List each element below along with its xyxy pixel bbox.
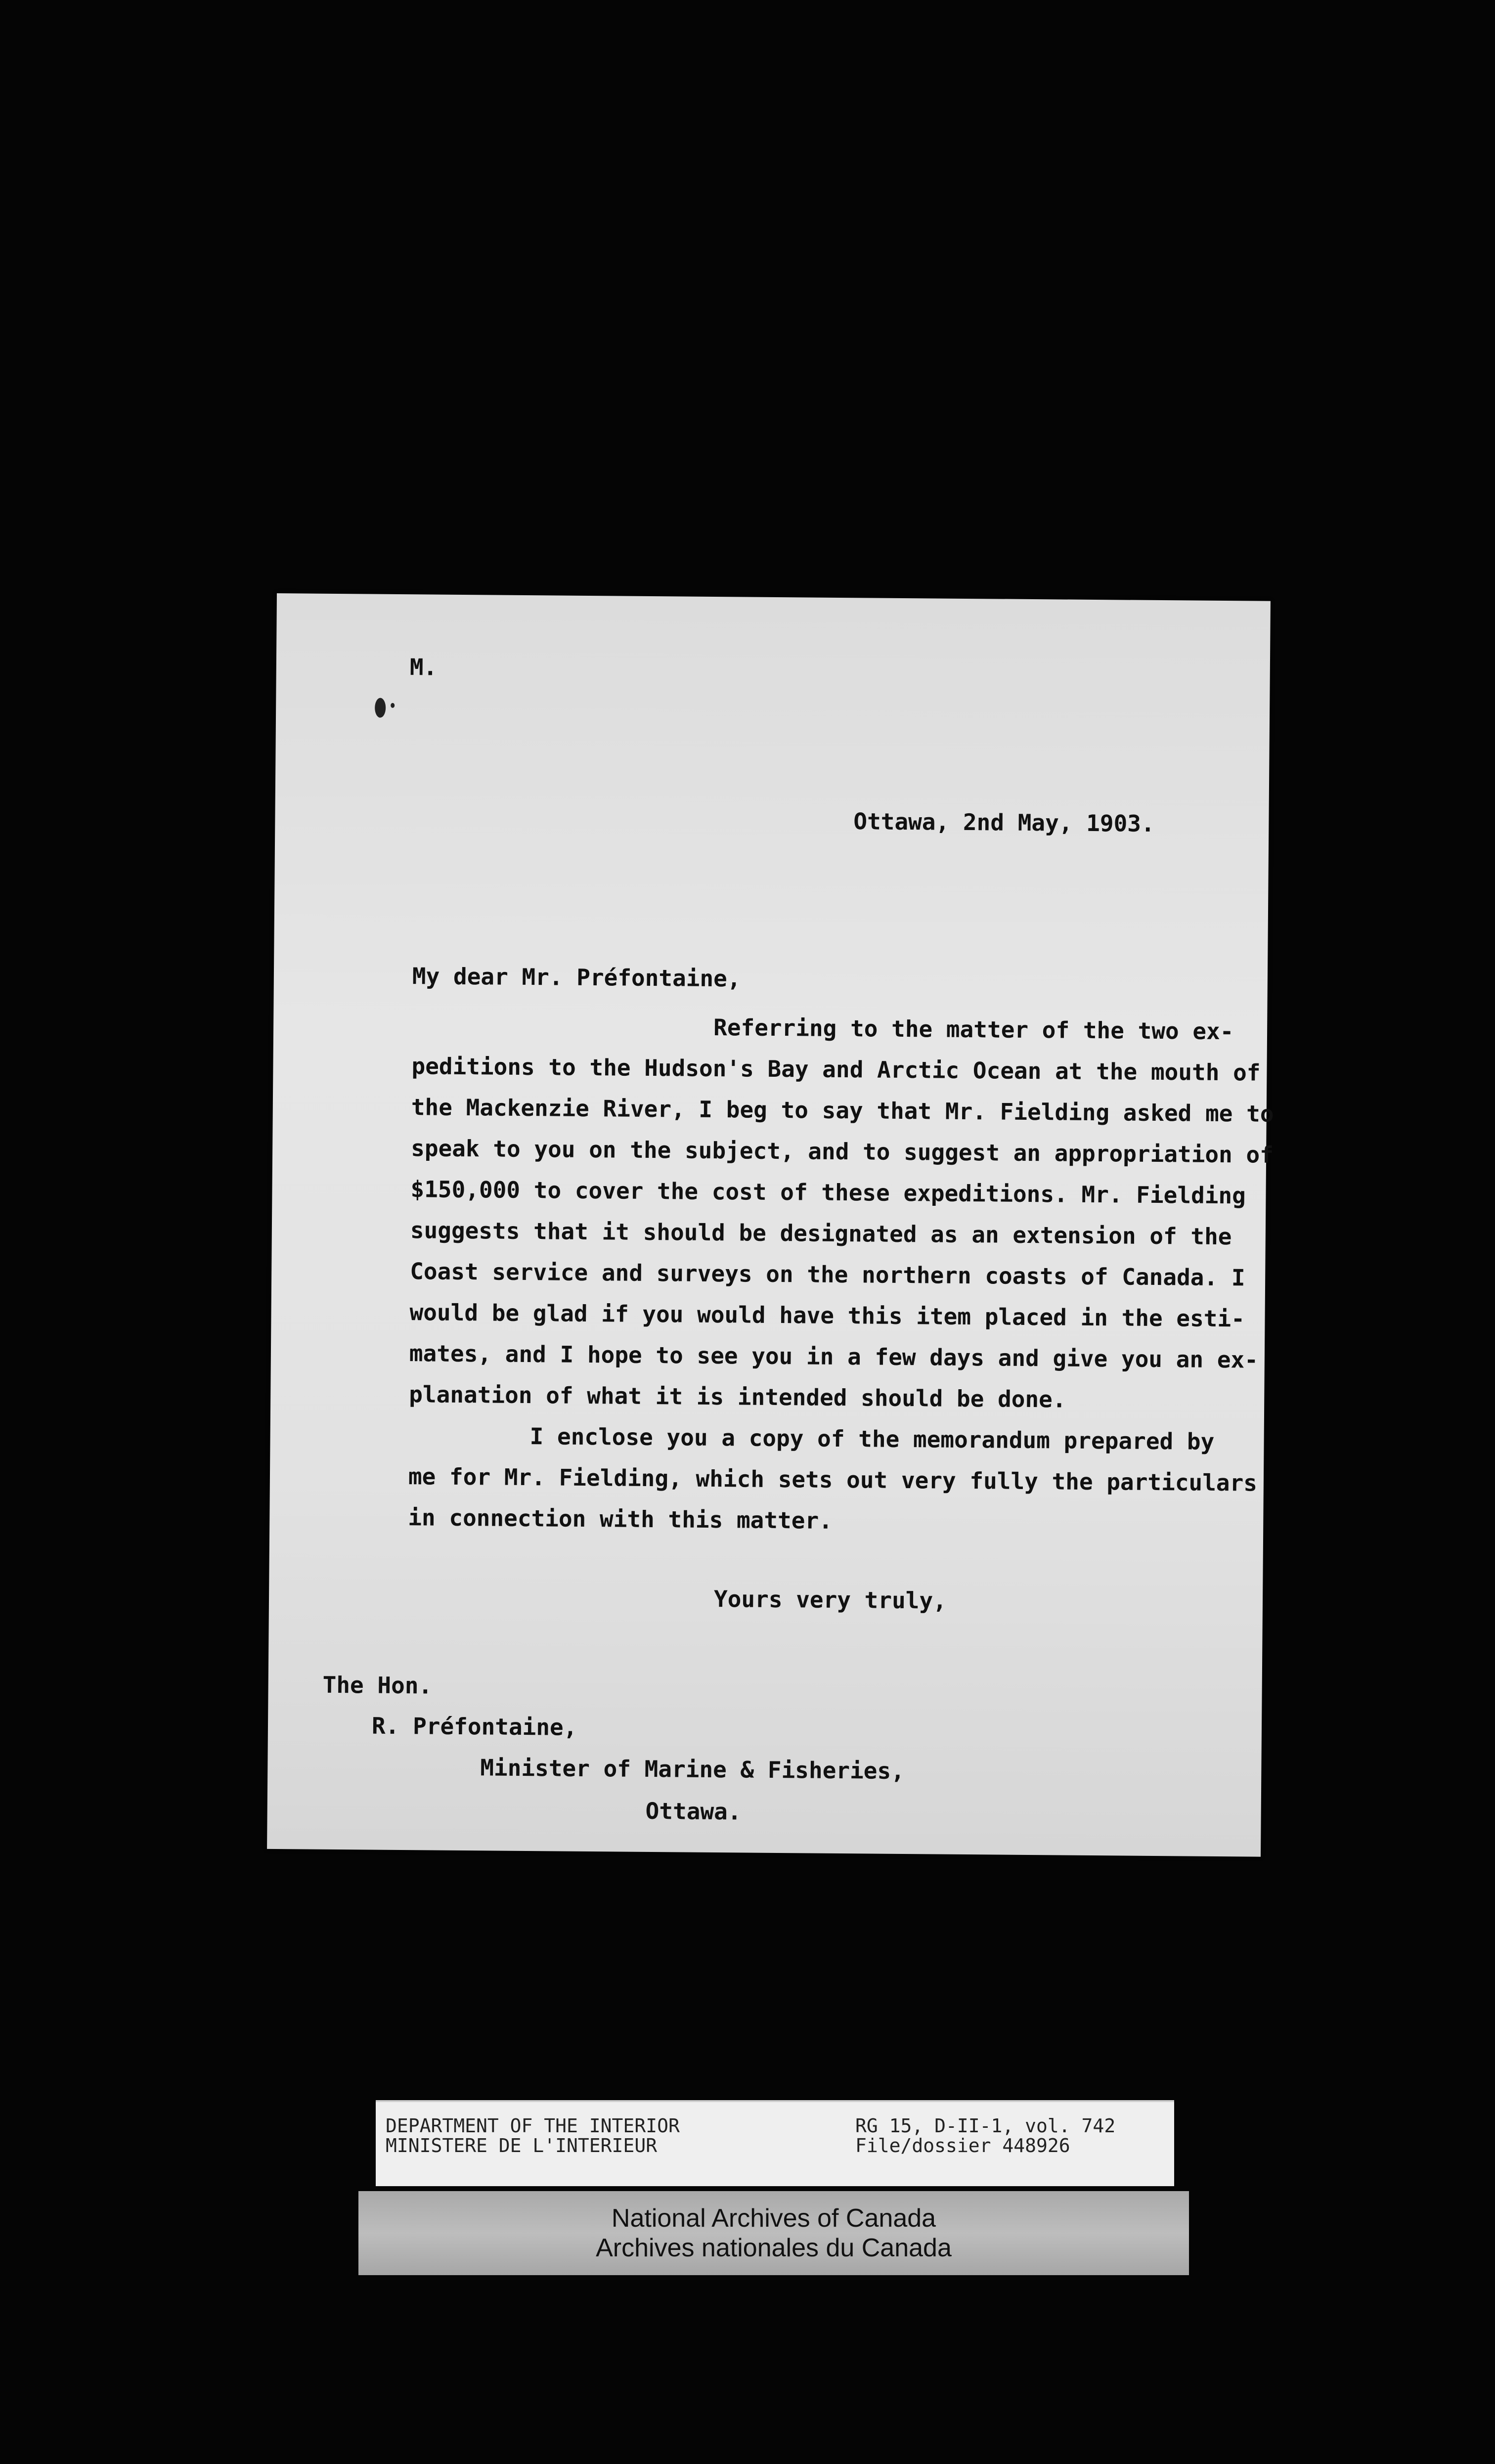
letter-dateline: Ottawa, 2nd May, 1903. bbox=[853, 808, 1155, 837]
letter-page bbox=[267, 593, 1274, 1857]
letter-closing: Yours very truly, bbox=[713, 1585, 947, 1614]
archive-banner bbox=[358, 2191, 1189, 2275]
paper-blemish bbox=[391, 703, 395, 708]
body-line: $150,000 to cover the cost of these expeditions. Mr. Fielding bbox=[410, 1176, 1246, 1209]
addressee-line-2: R. Préfontaine, bbox=[371, 1712, 577, 1741]
body-line: would be glad if you would have this item placed in the esti- bbox=[409, 1299, 1245, 1332]
body-line: Coast service and surveys on the northern coasts of Canada. I bbox=[410, 1258, 1245, 1291]
letter-body bbox=[408, 1005, 1274, 1544]
letter-mark: M. bbox=[409, 654, 438, 681]
archive-reference-label bbox=[376, 2100, 1174, 2186]
addressee-line-4: Ottawa. bbox=[645, 1797, 742, 1825]
body-line: in connection with this matter. bbox=[408, 1504, 833, 1534]
department-name-fr: MINISTERE DE L'INTERIEUR bbox=[386, 2135, 658, 2156]
body-line: peditions to the Hudson's Bay and Arctic Ocean at the mouth of bbox=[411, 1053, 1261, 1086]
body-line: speak to you on the subject, and to suggest an appropriation of bbox=[410, 1135, 1274, 1168]
record-group-reference: RG 15, D-II-1, vol. 742 bbox=[855, 2115, 1116, 2137]
addressee-line-1: The Hon. bbox=[322, 1671, 433, 1699]
archive-name-fr: Archives nationales du Canada bbox=[596, 2234, 952, 2262]
body-line: me for Mr. Fielding, which sets out very fully the particulars bbox=[408, 1463, 1258, 1496]
body-line: planation of what it is intended should be done. bbox=[409, 1381, 1066, 1413]
body-line: mates, and I hope to see you in a few days and give you an ex- bbox=[409, 1340, 1259, 1373]
file-dossier-number: File/dossier 448926 bbox=[855, 2135, 1070, 2156]
body-line: I enclose you a copy of the memorandum prepared by bbox=[529, 1423, 1215, 1455]
addressee-line-3: Minister of Marine & Fisheries, bbox=[480, 1754, 905, 1785]
letter-salutation: My dear Mr. Préfontaine, bbox=[412, 963, 741, 992]
archive-name-en: National Archives of Canada bbox=[611, 2204, 936, 2233]
body-line: Referring to the matter of the two ex- bbox=[713, 1013, 1234, 1045]
body-line: the Mackenzie River, I beg to say that Mr. Fielding asked me to bbox=[411, 1094, 1274, 1127]
paper-blemish bbox=[375, 698, 386, 718]
department-name-en: DEPARTMENT OF THE INTERIOR bbox=[386, 2115, 680, 2137]
body-line: suggests that it should be designated as an extension of the bbox=[410, 1217, 1232, 1250]
